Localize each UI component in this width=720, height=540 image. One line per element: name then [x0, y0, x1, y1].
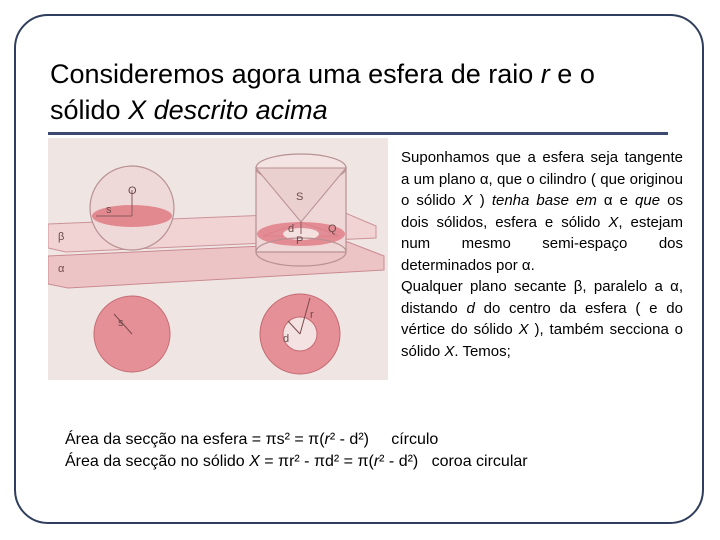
label-solid-s: S	[296, 191, 304, 203]
para1-part-a: Suponhamos que a esfera seja tangente a um plano α, que o cilindro ( que originou o sólido	[401, 149, 683, 209]
title-line2: sólido	[50, 95, 121, 125]
formula-solid	[65, 451, 528, 473]
label-ring-r: r	[310, 309, 314, 321]
geometry-illustration	[48, 138, 388, 380]
label-sphere-s: s	[106, 204, 112, 216]
formula2-r: r	[373, 453, 380, 470]
para1-que: que	[635, 192, 661, 209]
label-ring-d: d	[283, 333, 290, 345]
formula2-part-b: = πr² - πd² = π(	[259, 453, 374, 470]
formula2-part-a: Área da secção no sólido	[65, 453, 250, 470]
para1-x: X	[462, 192, 473, 209]
title-divider	[48, 132, 668, 135]
para2-part-b: do centro da esfera ( e do vértice do sólido	[401, 299, 683, 338]
label-disk-s: s	[118, 317, 124, 329]
para1-part-d: os dois sólidos, esfera e sólido	[401, 192, 683, 231]
slide-title	[50, 56, 690, 128]
paragraph-1	[401, 147, 683, 276]
formula1-part-b: ² - d²) círculo	[329, 431, 439, 448]
paragraph-2	[401, 276, 683, 362]
label-solid-p: P	[296, 235, 304, 247]
para2-x2: X	[444, 342, 455, 360]
title-line1: Consideremos agora uma esfera de raio	[50, 59, 534, 89]
para1-part-b: )	[472, 192, 492, 209]
title-solid-x: X descrito acima	[128, 95, 328, 125]
para1-part-c: α e	[596, 192, 636, 209]
para2-x: X	[518, 321, 529, 338]
para2-part-e: . Temos;	[454, 342, 511, 360]
label-beta: β	[58, 231, 65, 243]
formulas	[65, 429, 528, 473]
para2-part-c: ), também secciona o sólido	[401, 321, 684, 360]
label-solid-q: Q	[328, 223, 337, 235]
formula1-r: r	[324, 431, 330, 448]
para2-d: d	[466, 299, 475, 317]
para1-x2: X	[608, 213, 619, 231]
formula2-x: X	[249, 453, 260, 470]
label-o: O	[128, 185, 137, 197]
title-e-o: e o	[557, 59, 595, 89]
title-radius-r: r	[540, 59, 550, 89]
para2-part-a: Qualquer plano secante β, paralelo a α, distando	[401, 278, 683, 317]
formula1-part-a: Área da secção na esfera = πs² = π(	[65, 431, 325, 448]
formula-sphere	[65, 429, 528, 451]
geometry-figure	[48, 138, 388, 380]
label-alpha: α	[58, 263, 65, 275]
formula2-part-c: ² - d²) coroa circular	[379, 453, 528, 470]
label-solid-d: d	[288, 223, 295, 235]
para1-part-e: , estejam num mesmo semi-espaço dos determinados por α.	[401, 213, 683, 274]
explanation-text	[401, 147, 683, 362]
para1-tenha: tenha base em	[491, 192, 597, 209]
